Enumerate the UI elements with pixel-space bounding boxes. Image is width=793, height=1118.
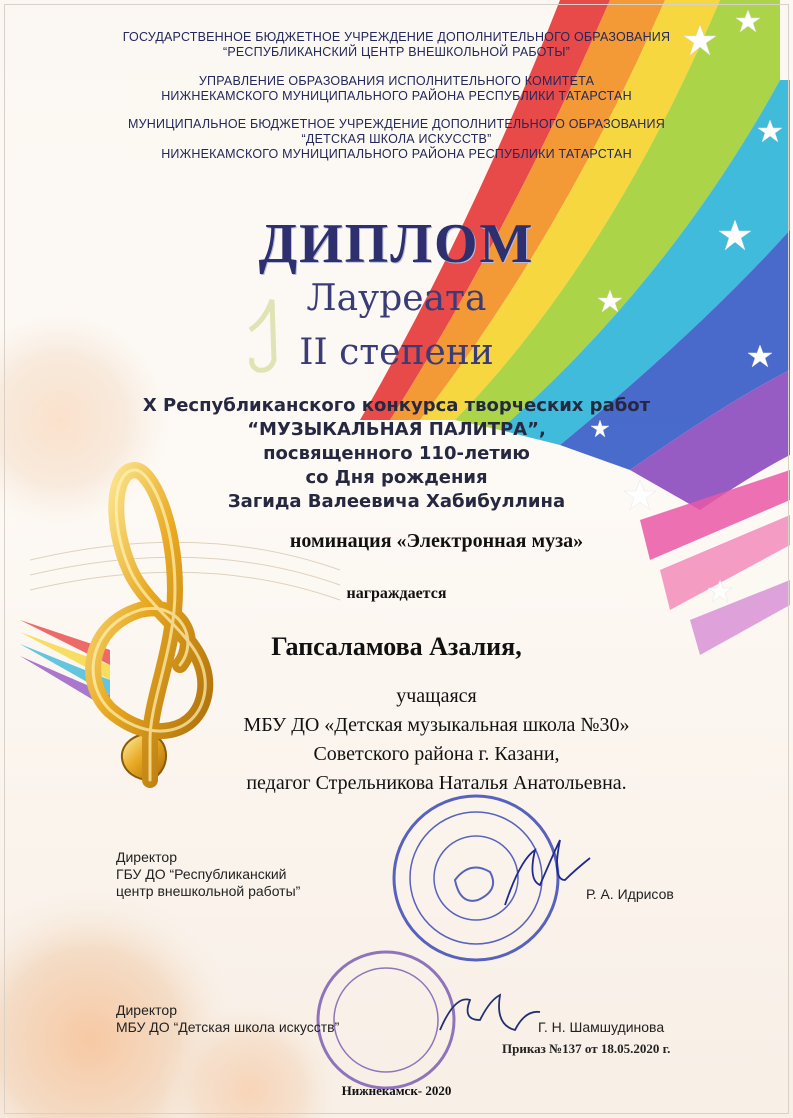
header-line: МУНИЦИПАЛЬНОЕ БЮДЖЕТНОЕ УЧРЕЖДЕНИЕ ДОПОЛНИТЕЛЬНОГО ОБРАЗОВАНИЯ xyxy=(128,117,665,131)
signature-line: центр внешкольной работы” xyxy=(116,883,301,899)
contest-line: Загида Валеевича Хабибуллина xyxy=(227,491,566,512)
header-line: “ДЕТСКАЯ ШКОЛА ИСКУССТВ” xyxy=(301,132,492,146)
nomination: номинация «Электронная муза» xyxy=(289,530,584,552)
contest-line: посвященного 110-летию xyxy=(263,443,530,464)
recipient-details xyxy=(40,682,793,798)
signature-line: Директор xyxy=(116,849,177,865)
signature-line: МБУ ДО “Детская школа искусств” xyxy=(116,1019,340,1035)
details-line: Советского района г. Казани, xyxy=(313,743,560,765)
header-line: УПРАВЛЕНИЕ ОБРАЗОВАНИЯ ИСПОЛНИТЕЛЬНОГО КОМИТЕТА xyxy=(198,74,595,88)
contest-line: X Республиканского конкурса творческих работ xyxy=(142,395,651,416)
contest-line: со Дня рождения xyxy=(305,467,488,488)
awarded-label: награждается xyxy=(346,585,447,602)
diploma-title: ДИПЛОМ xyxy=(258,213,535,275)
footer-city-year: Нижнекамск- 2020 xyxy=(341,1083,452,1098)
signature-line: ГБУ ДО “Республиканский xyxy=(116,866,287,882)
recipient-name: Гапсаламова Азалия, xyxy=(271,632,522,661)
details-line: учащаяся xyxy=(396,685,477,707)
header-block-3 xyxy=(0,117,793,162)
signature-block-second xyxy=(116,1002,339,1036)
header-line: НИЖНЕКАМСКОГО МУНИЦИПАЛЬНОГО РАЙОНА РЕСПУБЛИКИ ТАТАРСТАН xyxy=(161,147,632,161)
contest-line: “МУЗЫКАЛЬНАЯ ПАЛИТРА”, xyxy=(247,419,546,440)
subtitle-laureate: Лауреата xyxy=(306,278,487,319)
signature-block-first xyxy=(116,849,300,900)
signature-line: Директор xyxy=(116,1002,177,1018)
signatory-name-second: Г. Н. Шамшудинова xyxy=(538,1019,665,1035)
header-block-1 xyxy=(0,30,793,60)
header-line: НИЖНЕКАМСКОГО МУНИЦИПАЛЬНОГО РАЙОНА РЕСПУБЛИКИ ТАТАРСТАН xyxy=(161,89,632,103)
signature-first xyxy=(505,840,590,905)
header-line: “РЕСПУБЛИКАНСКИЙ ЦЕНТР ВНЕШКОЛЬНОЙ РАБОТЫ” xyxy=(222,45,571,59)
signatory-name-first: Р. А. Идрисов xyxy=(586,886,674,902)
header-block-2 xyxy=(0,74,793,104)
subtitle-degree: II степени xyxy=(299,332,494,373)
details-line: педагог Стрельникова Наталья Анатольевна. xyxy=(246,772,627,794)
header-line: ГОСУДАРСТВЕННОЕ БЮДЖЕТНОЕ УЧРЕЖДЕНИЕ ДОПОЛНИТЕЛЬНОГО ОБРАЗОВАНИЯ xyxy=(122,30,671,44)
order-reference: Приказ №137 от 18.05.2020 г. xyxy=(502,1041,671,1056)
contest-description xyxy=(0,394,793,514)
details-line: МБУ ДО «Детская музыкальная школа №30» xyxy=(243,714,630,736)
